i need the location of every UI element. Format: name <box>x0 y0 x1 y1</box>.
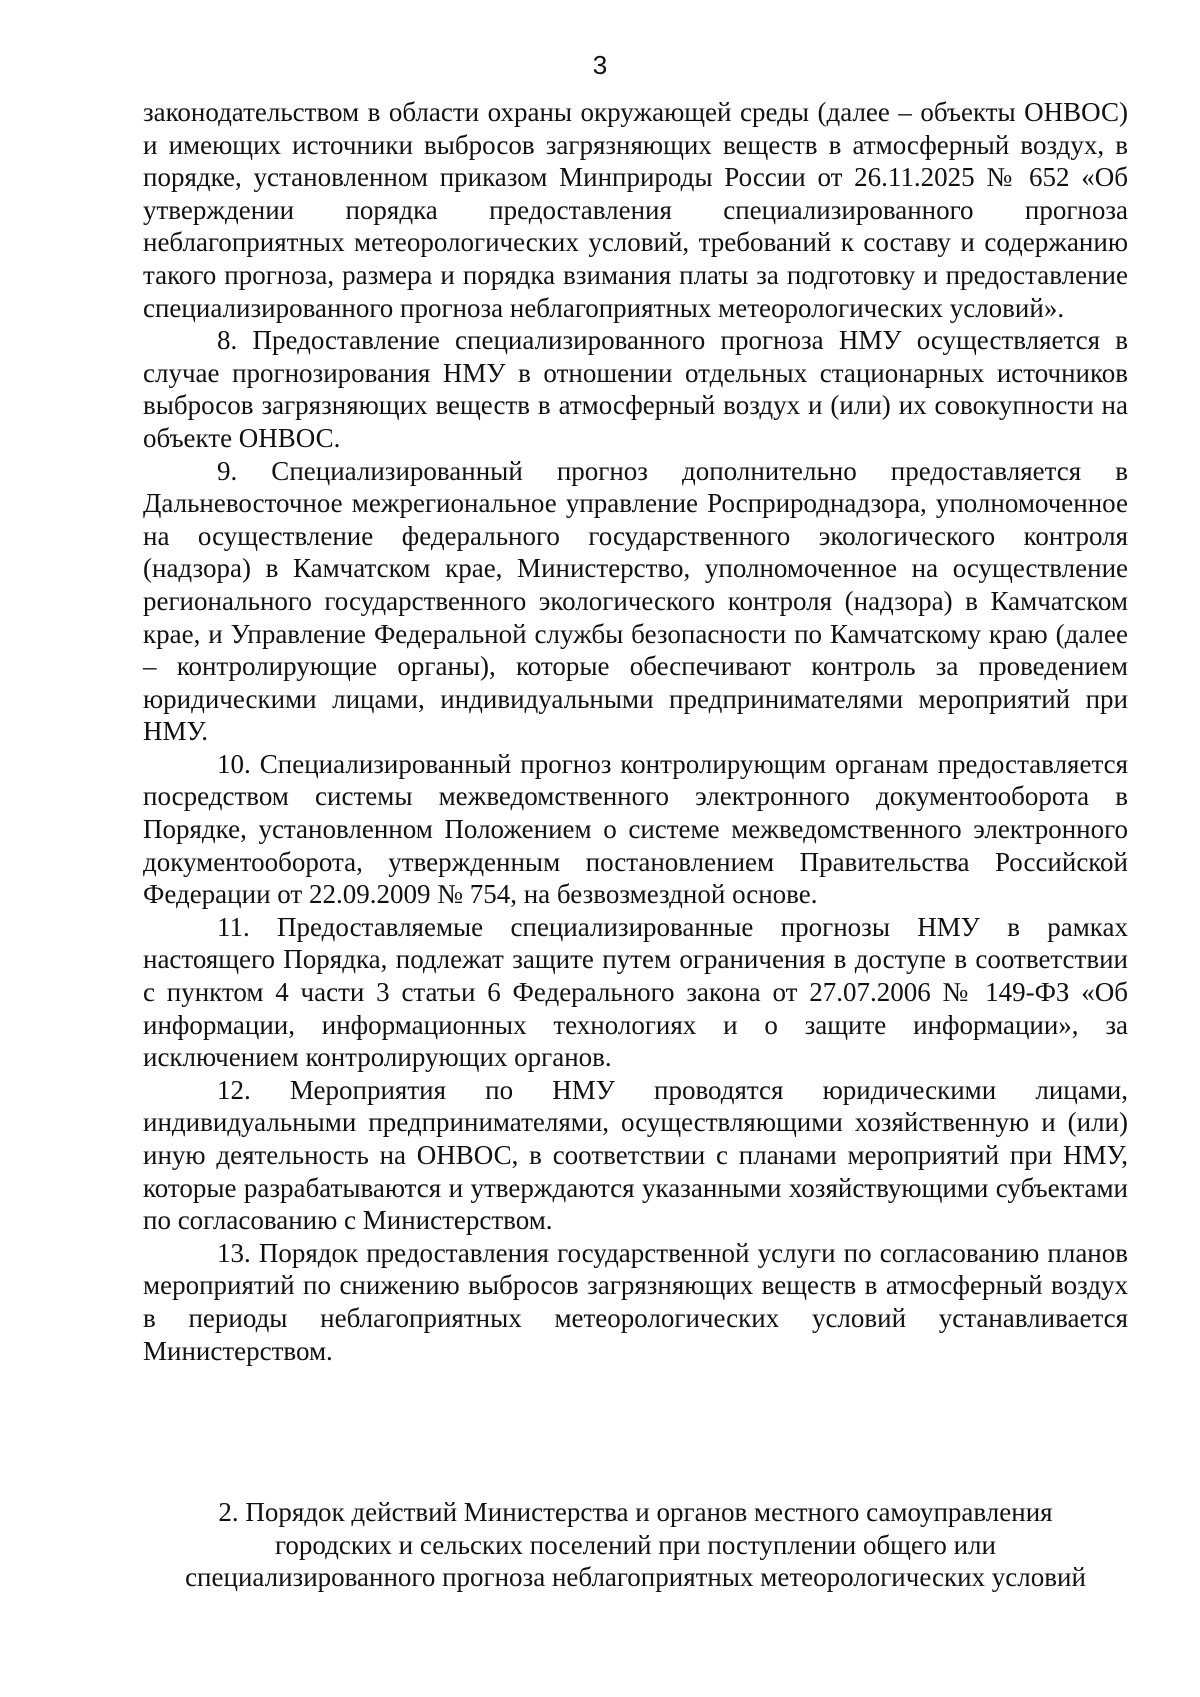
section-heading <box>143 1496 1128 1594</box>
section-heading-line-1: 2. Порядок действий Министерства и органов местного самоуправления <box>218 1497 1053 1527</box>
document-body <box>143 96 1128 1367</box>
paragraph-continuation: законодательством в области охраны окружающей среды (далее – объекты ОНВОС) и имеющих источники выбросов загрязняющих веществ в атмосферный воздух, в порядке, установленном приказом Минприроды России от 26.11.2025 № 652 «Об утверждении порядка предоставления специализированного прогноза неблагоприятных метеорологических условий, требований к составу и содержанию такого прогноза, размера и порядка взимания платы за подготовку и предоставление специализированного прогноза неблагоприятных метеорологических условий». <box>143 97 1128 323</box>
paragraph-item-10: 10. Специализированный прогноз контролирующим органам предоставляется посредством системы межведомственного электронного документооборота в Порядке, установленном Положением о системе межведомственного электронного документооборота, утвержденным постановлением Правительства Российской Федерации от 22.09.2009 № 754, на безвозмездной основе. <box>143 748 1128 910</box>
paragraph-item-8: 8. Предоставление специализированного прогноза НМУ осуществляется в случае прогнозирования НМУ в отношении отдельных стационарных источников выбросов загрязняющих веществ в атмосферный воздух и (или) их совокупности на объекте ОНВОС. <box>143 325 1128 453</box>
section-heading-line-3: специализированного прогноза неблагоприятных метеорологических условий <box>185 1562 1086 1593</box>
paragraph-item-13: 13. Порядок предоставления государственной услуги по согласованию планов мероприятий по снижению выбросов загрязняющих веществ в атмосферный воздух в периоды неблагоприятных метеорологических условий устанавливается Министерством. <box>143 1237 1128 1366</box>
paragraph-item-9: 9. Специализированный прогноз дополнительно предоставляется в Дальневосточное межрегиональное управление Росприроднадзора, уполномоченное на осуществление федерального государственного экологического контроля (надзора) в Камчатском крае, Министерство, уполномоченное на осуществление регионального государственного экологического контроля (надзора) в Камчатском крае, и Управление Федеральной службы безопасности по Камчатскому краю (далее – контролирующие органы), которые обеспечивают контроль за проведением юридическими лицами, индивидуальными предпринимателями мероприятий при НМУ. <box>143 455 1128 747</box>
section-heading-line-2: городских и сельских поселений при поступлении общего или <box>275 1529 996 1560</box>
page-number: 3 <box>592 50 608 80</box>
paragraph-item-12: 12. Мероприятия по НМУ проводятся юридическими лицами, индивидуальными предпринимателями, осуществляющими хозяйственную и (или) иную деятельность на ОНВОС, в соответствии с планами мероприятий при НМУ, которые разрабатываются и утверждаются указанными хозяйствующими субъектами по согласованию с Министерством. <box>143 1074 1128 1236</box>
paragraph-item-11: 11. Предоставляемые специализированные прогнозы НМУ в рамках настоящего Порядка, подлежат защите путем ограничения в доступе в соответствии с пунктом 4 части 3 статьи 6 Федерального закона от 27.07.2006 № 149-ФЗ «Об информации, информационных технологиях и о защите информации», за исключением контролирующих органов. <box>143 911 1128 1073</box>
